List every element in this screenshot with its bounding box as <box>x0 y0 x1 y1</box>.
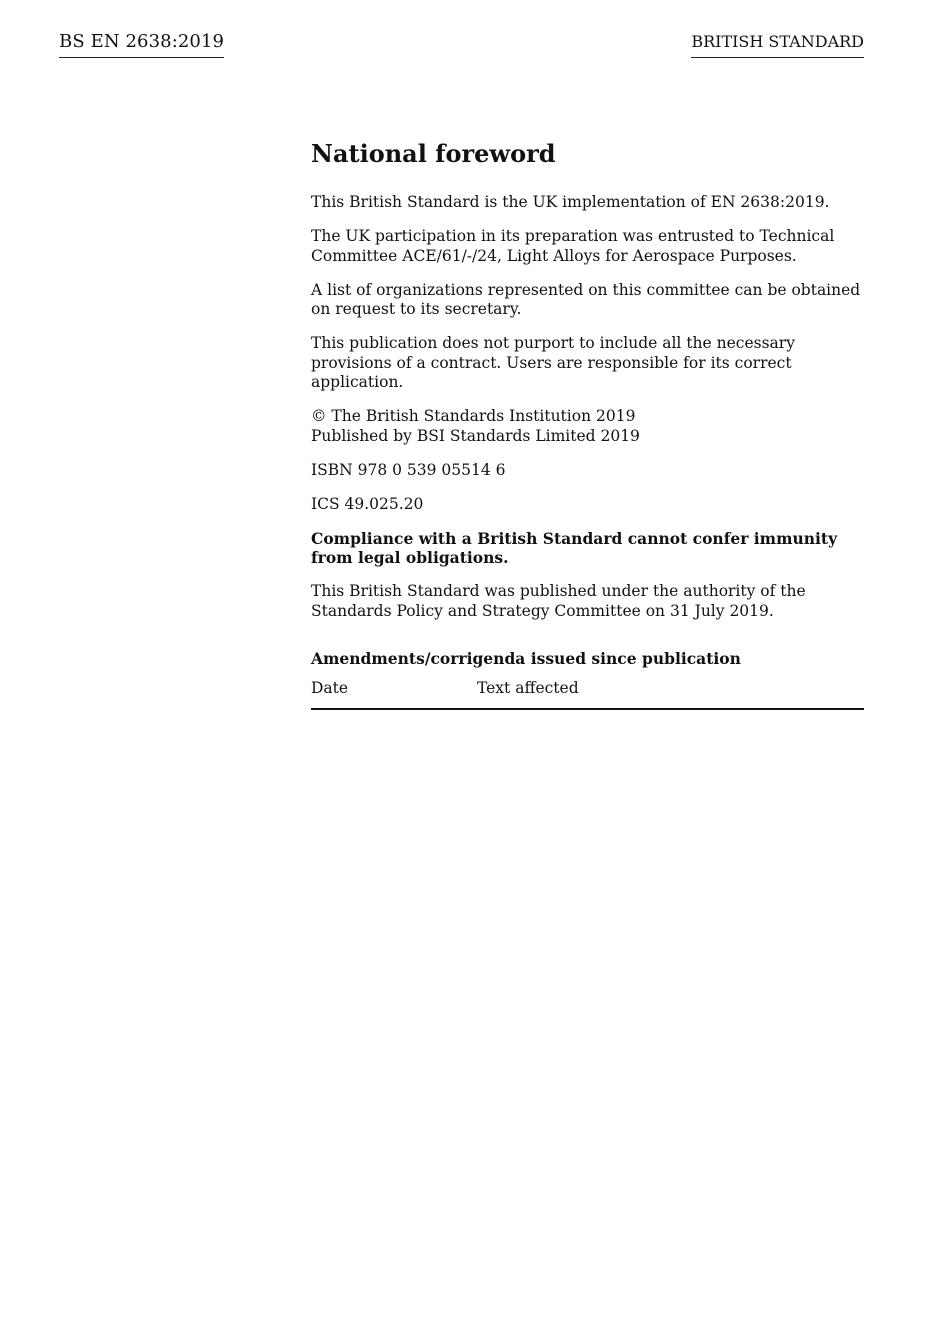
foreword-paragraph-committee: The UK participation in its preparation was entrusted to Technical Committee ACE/61/-/24, Light Alloys for Aerospace Purposes. <box>311 227 835 265</box>
amendments-heading: Amendments/corrigenda issued since publication <box>311 649 741 668</box>
amendments-column-date: Date <box>311 678 349 697</box>
authority-statement: This British Standard was published under the authority of the Standards Policy and Strategy Committee on 31 July 2019. <box>311 582 806 620</box>
foreword-paragraph-organizations: A list of organizations represented on this committee can be obtained on request to its secretary. <box>311 280 861 318</box>
copyright-block <box>311 407 864 446</box>
foreword-section <box>311 139 864 710</box>
document-id: BS EN 2638:2019 <box>59 31 224 58</box>
compliance-notice: Compliance with a British Standard cannot confer immunity from legal obligations. <box>311 528 838 567</box>
amendments-column-text-affected: Text affected <box>477 678 579 697</box>
publisher-line: Published by BSI Standards Limited 2019 <box>311 426 640 445</box>
foreword-paragraph-implementation: This British Standard is the UK implementation of EN 2638:2019. <box>311 193 830 211</box>
isbn: ISBN 978 0 539 05514 6 <box>311 460 506 479</box>
amendments-table <box>311 679 864 711</box>
ics-code: ICS 49.025.20 <box>311 494 424 513</box>
document-type-label: BRITISH STANDARD <box>691 32 864 58</box>
foreword-paragraph-provisions: This publication does not purport to include all the necessary provisions of a contract. Users are responsible for its correct application. <box>311 334 795 391</box>
copyright-line: © The British Standards Institution 2019 <box>311 407 636 425</box>
page-title: National foreword <box>311 139 556 168</box>
